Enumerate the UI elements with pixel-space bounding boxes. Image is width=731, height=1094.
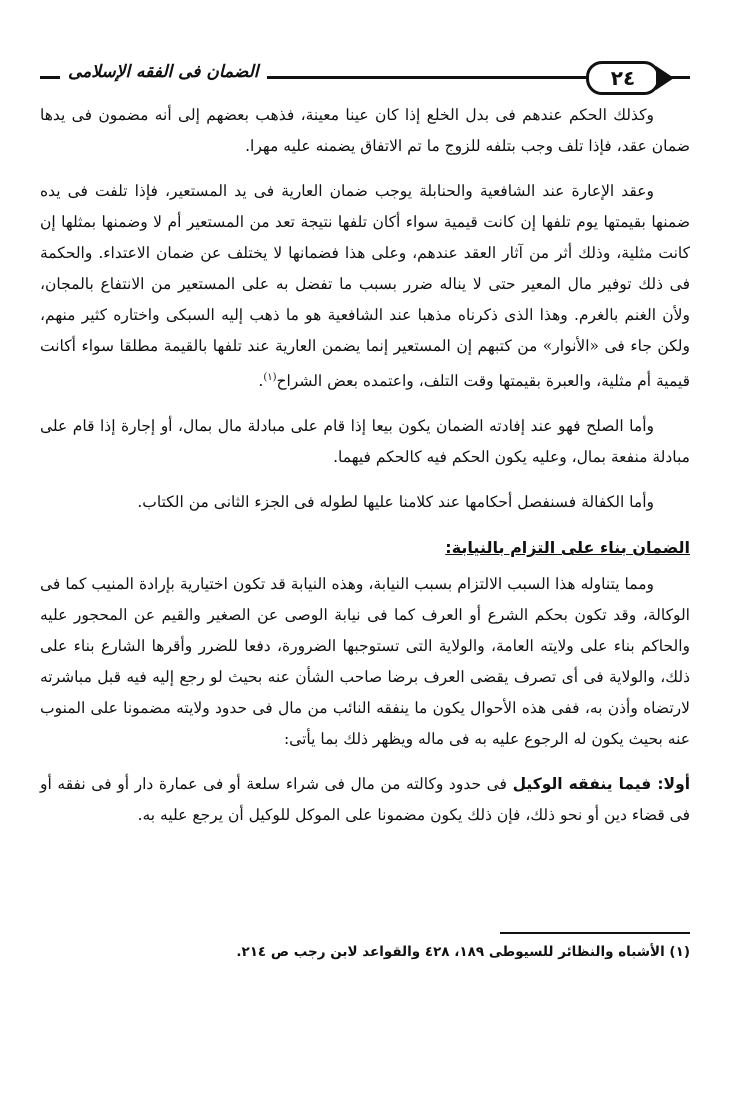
paragraph	[40, 769, 690, 831]
page-header	[40, 56, 690, 100]
paragraph: وأما الكفالة فسنفصل أحكامها عند كلامنا عليها لطوله فى الجزء الثانى من الكتاب.	[137, 493, 654, 512]
book-page	[40, 56, 690, 1066]
page-number: ٢٤	[586, 61, 660, 95]
footnote-rule	[500, 932, 690, 934]
paragraph: ومما يتناوله هذا السبب الالتزام بسبب النيابة، وهذه النيابة قد تكون اختيارية بإرادة المنيب كما فى الوكالة، وقد تكون بحكم الشرع أو العرف كما فى نيابة الوصى عن الصغير والقيم عن المحجور عليه والحاكم بناء على ولايته العامة، والولاية التى تستوجبها الضرورة، دفعا للضرر وأقرها الشارع بناء على ذلك، والولاية فى أى تصرف يقضى العرف برضا صاحب الشأن عنه بحيث لو رجع إليه فيه قبل مباشرته لارتضاه وأذن به، ففى هذه الأحوال يكون ما ينفقه النائب من مال فى حدود ولايته مضمونا على المنوب عنه بحيث يكون له الرجوع عليه به فى ماله ويظهر ذلك بما يأتى:	[40, 575, 690, 749]
running-title: الضمان فى الفقه الإسلامى	[60, 62, 267, 82]
item-text: فى حدود وكالته من مال فى شراء سلعة أو فى عمارة دار أو فى نفقه أو فى قضاء دين أو نحو ذلك، فإن ذلك يكون مضمونا على الموكل للوكيل أن يرجع عليه به.	[40, 775, 690, 825]
header-arrow-icon	[656, 66, 674, 90]
main-text	[40, 100, 690, 831]
section-heading: الضمان بناء على التزام بالنيابة:	[445, 538, 690, 558]
footnote: (١) الأشباه والنظائر للسيوطى ١٨٩، ٤٢٨ والقواعد لابن رجب ص ٢١٤.	[236, 944, 690, 960]
footnote-marker: (١)	[263, 372, 277, 383]
paragraph-text: وعقد الإعارة عند الشافعية والحنابلة يوجب ضمان العارية فى يد المستعير، فإذا تلفت فى يده ضمنها بقيمتها يوم تلفها إن كانت قيمية سواء أكان تلفها نتيجة تعد من المستعير أم لا وضمنها بمثلها إن كانت مثلية، وذلك أثر من آثار العقد عندهم، وعلى هذا فضمانها لا يختلف عن ضمان الاعتداء. والحكمة فى ذلك توفير مال المعير حتى لا يناله ضرر بسبب ما تفضل به على المستعير من الانتفاع بالمجان، ولأن الغنم بالغرم. وهذا الذى ذكرناه مذهبا عند الشافعية هو ما ذهب إليه السبكى واختاره كثير منهم، ولكن جاء فى «الأنوار» من كتبهم إن المستعير إنما يضمن العارية عند تلفها بالقيمة مطلقا سواء أكانت قيمية أم مثلية، والعبرة بقيمتها وقت التلف، واعتمده بعض الشراح	[40, 182, 690, 391]
paragraph: وعقد الإعارة عند الشافعية والحنابلة يوجب ضمان العارية فى يد المستعير، فإذا تلفت فى يده ضمنها بقيمتها يوم تلفها إن كانت قيمية سواء أكان تلفها نتيجة تعد من المستعير أم لا وضمنها بمثلها إن كانت مثلية، وذلك أثر من آثار العقد عندهم، وعلى هذا فضمانها لا يختلف عن ضمان الاعتداء. والحكمة فى ذلك توفير مال المعير حتى لا يناله ضرر بسبب ما تفضل به على المستعير من الانتفاع بالمجان، ولأن الغنم بالغرم. وهذا الذى ذكرناه مذهبا عند الشافعية هو ما ذهب إليه السبكى واختاره كثير منهم، ولكن جاء فى «الأنوار» من كتبهم إن المستعير إنما يضمن العارية عند تلفها بالقيمة مطلقا سواء أكانت قيمية أم مثلية، والعبرة بقيمتها وقت التلف، واعتمده بعض الشراح$^{(١)}$.	[40, 182, 690, 391]
item-lead: أولا: فيما ينفقه الوكيل	[512, 775, 691, 794]
paragraph: وأما الصلح فهو عند إفادته الضمان يكون بيعا إذا قام على مبادلة مال بمال، أو إجارة إذا قام على مبادلة منفعة بمال، وعليه يكون الحكم فيه كالحكم فيهما.	[40, 417, 690, 467]
paragraph: وكذلك الحكم عندهم فى بدل الخلع إذا كان عينا معينة، فذهب بعضهم إلى أنه مضمون فى يدها ضمان عقد، فإذا تلف وجب بتلفه للزوج ما تم الاتفاق يضمنه عليه مهرا.	[40, 106, 690, 155]
